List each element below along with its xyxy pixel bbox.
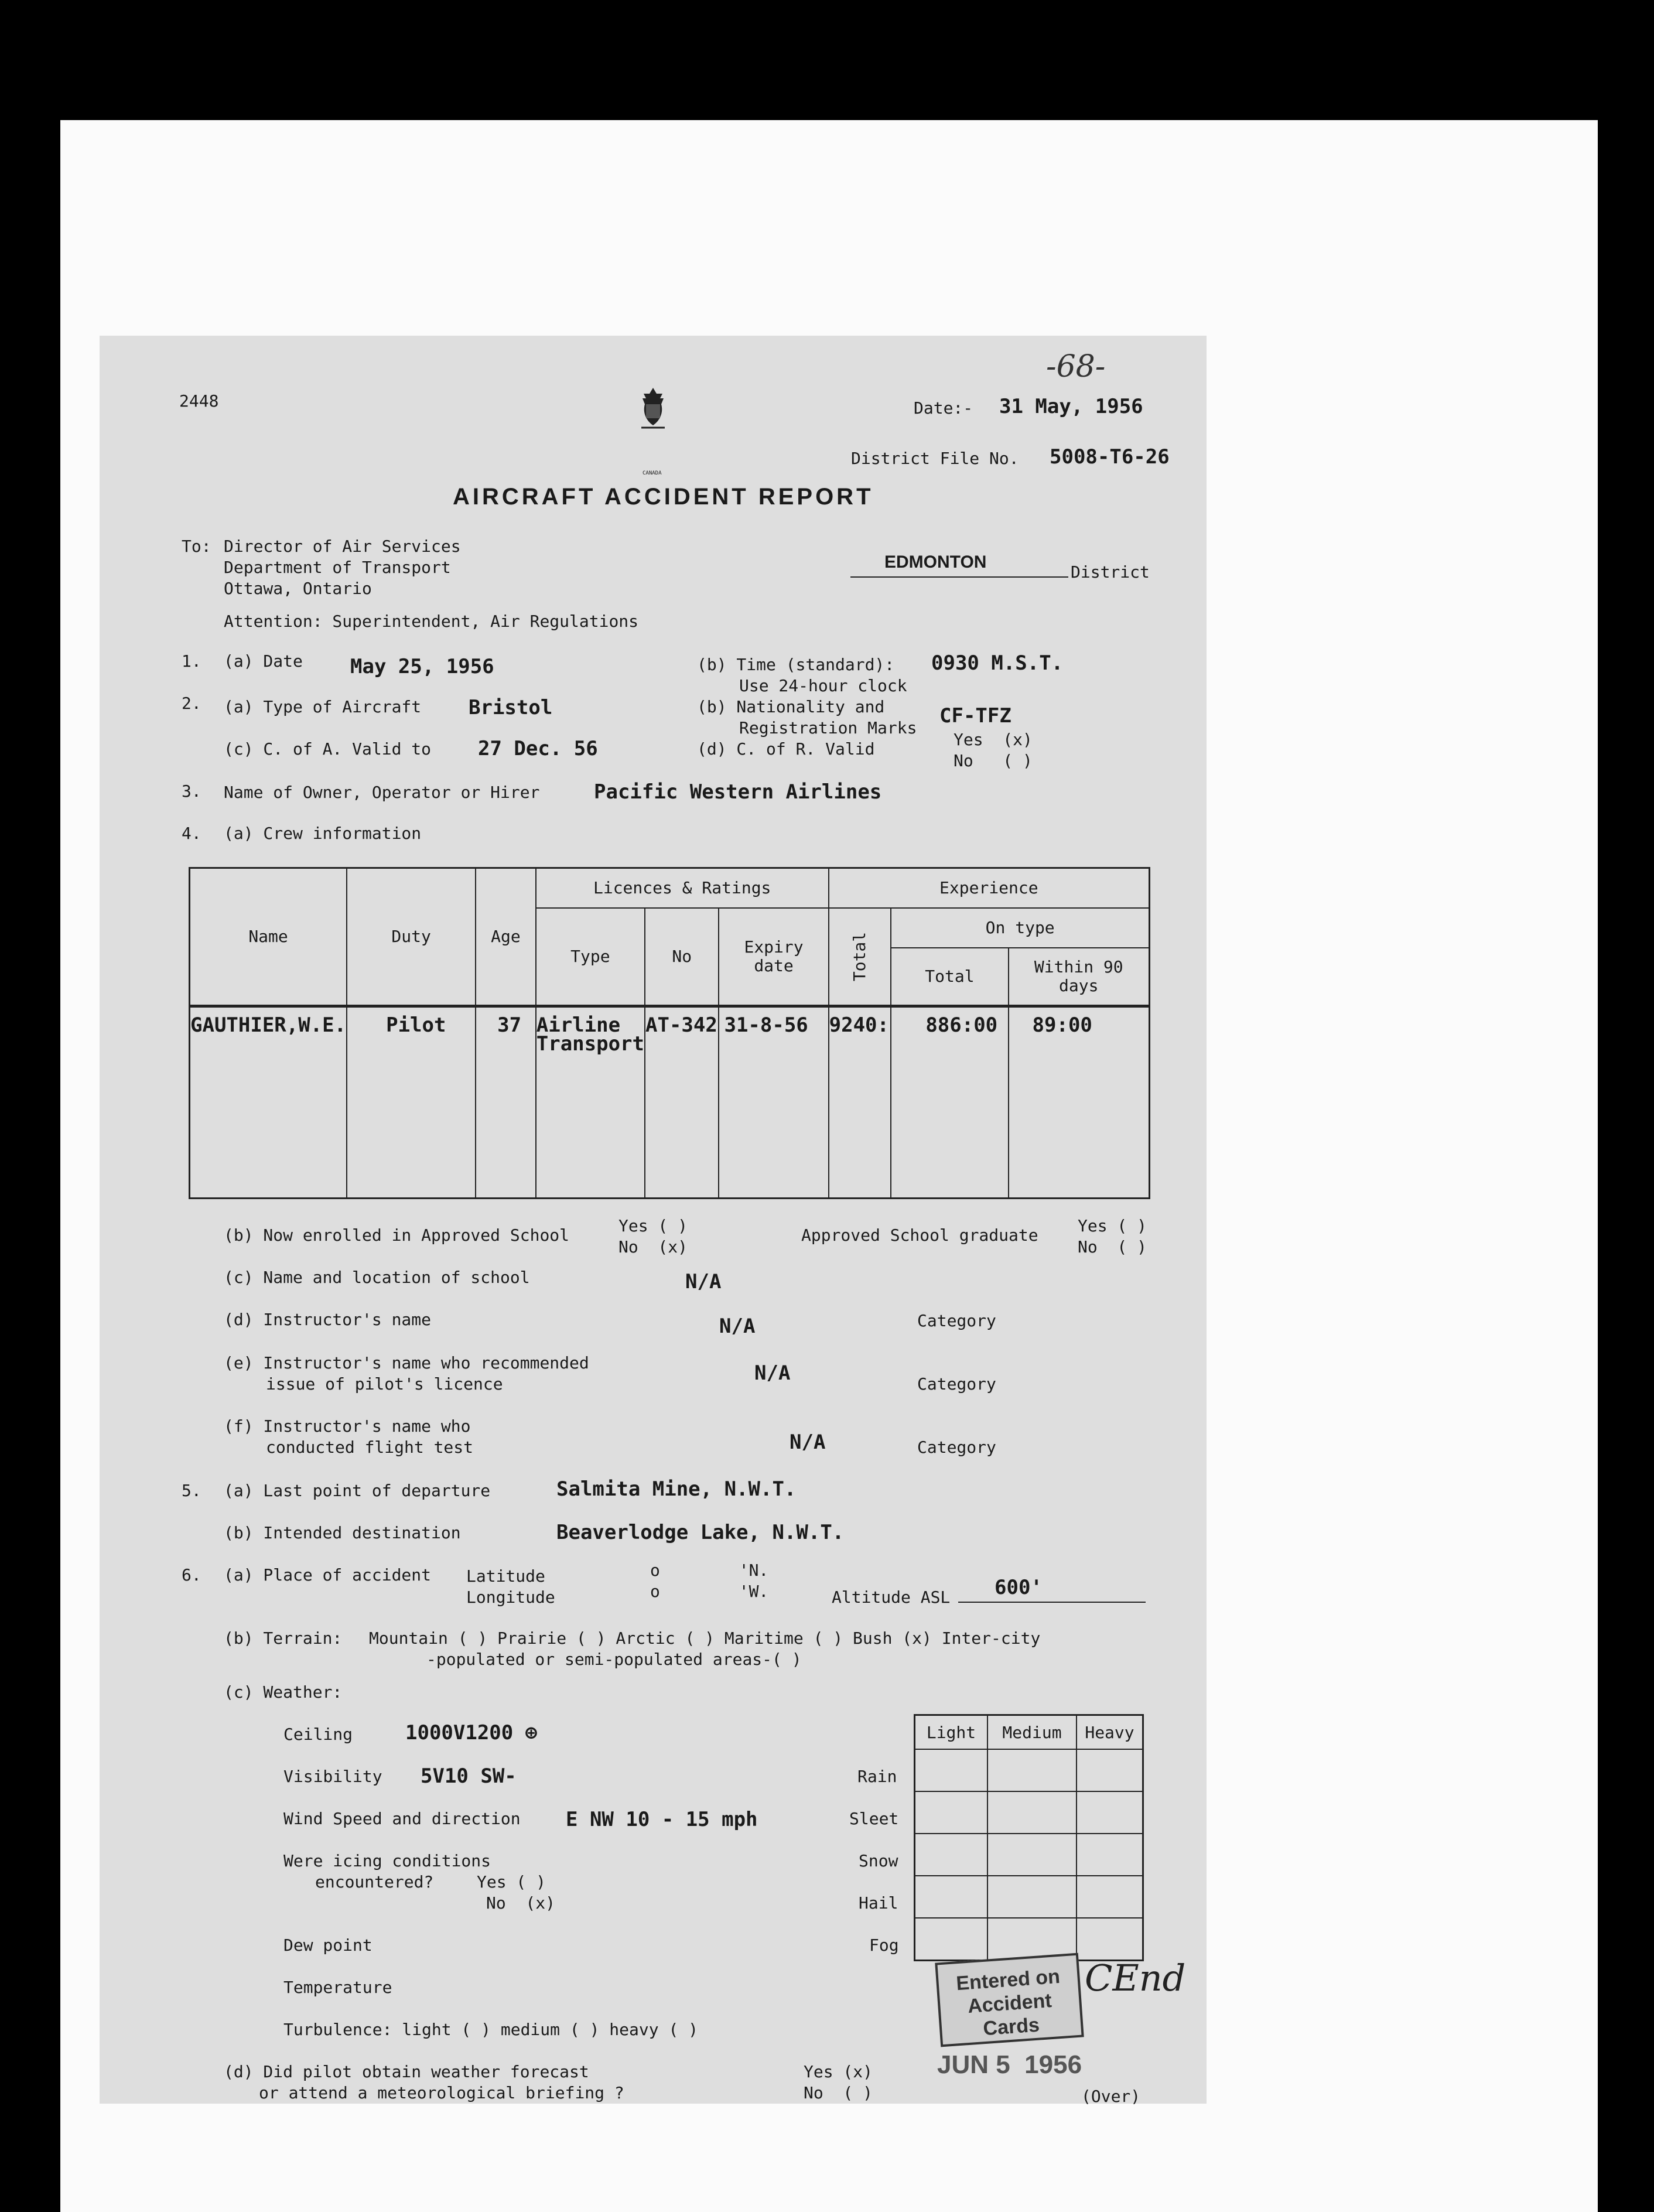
- departure-label: (a) Last point of departure: [224, 1481, 491, 1500]
- district-file-number: 5008-T6-26: [1050, 445, 1170, 469]
- altitude-label: Altitude ASL: [832, 1588, 951, 1607]
- ceiling-label: Ceiling: [283, 1725, 353, 1744]
- aircraft-type-label: (a) Type of Aircraft: [224, 697, 422, 716]
- school-value: N/A: [685, 1270, 722, 1293]
- grid-cell: [1077, 1876, 1143, 1918]
- icing-label-2: encountered?: [315, 1872, 434, 1892]
- district-file-label: District File No.: [851, 449, 1019, 468]
- terrain-options-2: -populated or semi-populated areas-( ): [426, 1650, 802, 1669]
- recommended-value: N/A: [754, 1361, 791, 1385]
- district-underline: [850, 576, 1068, 578]
- page-title: AIRCRAFT ACCIDENT REPORT: [453, 484, 874, 510]
- crew-age: 37: [476, 1006, 536, 1199]
- grid-col-light: Light: [915, 1715, 988, 1750]
- icing-label: Were icing conditions: [283, 1851, 491, 1870]
- attention-line: Attention: Superintendent, Air Regulations: [224, 612, 639, 631]
- licence-type: Airline Transport: [536, 1006, 645, 1199]
- precipitation-grid: [914, 1714, 1144, 1961]
- within-90-days-hours: 89:00: [1009, 1006, 1150, 1199]
- flight-test-value: N/A: [790, 1431, 826, 1454]
- registration-marks: CF-TFZ: [939, 704, 1011, 728]
- col-header-type: Type: [536, 908, 645, 1006]
- grid-row-label: Sleet: [849, 1809, 899, 1828]
- icing-no: No (x): [486, 1893, 556, 1913]
- addressee-line: Ottawa, Ontario: [224, 579, 372, 598]
- col-header-experience: Experience: [829, 868, 1150, 909]
- latitude-label: Latitude: [466, 1566, 545, 1586]
- stamp-line: Cards: [982, 2013, 1041, 2040]
- instructor-label: (d) Instructor's name: [224, 1310, 432, 1329]
- recommended-label-2: issue of pilot's licence: [266, 1374, 503, 1394]
- ceiling-value: 1000V1200 ⊕: [405, 1721, 538, 1745]
- enrolled-no: No (x): [618, 1237, 688, 1257]
- terrain-label: (b) Terrain:: [224, 1629, 343, 1648]
- table-row: [190, 1006, 1150, 1199]
- school-label: (c) Name and location of school: [224, 1268, 530, 1287]
- weather-label: (c) Weather:: [224, 1682, 343, 1702]
- grid-col-medium: Medium: [987, 1715, 1077, 1750]
- grid-cell: [915, 1791, 988, 1834]
- cor-label: (d) C. of R. Valid: [697, 739, 875, 759]
- flight-test-label-2: conducted flight test: [266, 1438, 474, 1457]
- accident-date: May 25, 1956: [350, 655, 494, 678]
- item-number: 5.: [182, 1481, 201, 1500]
- grid-cell: [915, 1834, 988, 1876]
- grid-cell: [1077, 1749, 1143, 1791]
- latitude-units: o 'N.: [650, 1561, 769, 1580]
- stamp-line: Entered on: [955, 1965, 1061, 1995]
- category-label: Category: [917, 1374, 996, 1394]
- item-number: 6.: [182, 1565, 201, 1585]
- grid-cell: [1077, 1834, 1143, 1876]
- registration-label: Registration Marks: [739, 718, 917, 738]
- grid-col-heavy: Heavy: [1077, 1715, 1143, 1750]
- instructor-value: N/A: [719, 1315, 756, 1338]
- coa-label: (c) C. of A. Valid to: [224, 739, 432, 759]
- grid-cell: [1077, 1791, 1143, 1834]
- grid-cell: [1077, 1918, 1143, 1961]
- wind-value: E NW 10 - 15 mph: [566, 1808, 758, 1831]
- over-label: (Over): [1081, 2087, 1141, 2106]
- coa-valid-to: 27 Dec. 56: [478, 737, 598, 760]
- grid-cell: [987, 1791, 1077, 1834]
- altitude-underline: [958, 1602, 1146, 1603]
- licence-expiry: 31-8-56: [719, 1006, 828, 1199]
- grid-row-label: Rain: [857, 1767, 897, 1786]
- flight-test-label: (f) Instructor's name who: [224, 1416, 471, 1436]
- graduate-yes: Yes ( ): [1078, 1216, 1147, 1235]
- crest-caption: CANADA: [643, 470, 662, 476]
- icing-yes: Yes ( ): [477, 1872, 546, 1892]
- col-header-licences: Licences & Ratings: [536, 868, 829, 909]
- on-type-total-hours: 886:00: [891, 1006, 1008, 1199]
- grid-row-label: Fog: [869, 1936, 899, 1955]
- district-label: District: [1071, 562, 1150, 582]
- col-header-expiry: Expiry date: [719, 908, 828, 1006]
- longitude-units: o 'W.: [650, 1582, 769, 1601]
- aircraft-type: Bristol: [469, 696, 553, 719]
- forecast-yes: Yes (x): [804, 2062, 873, 2081]
- addressee-line: Director of Air Services: [224, 537, 461, 556]
- destination-value: Beaverlodge Lake, N.W.T.: [556, 1521, 845, 1544]
- stamp-line: Accident: [966, 1989, 1052, 2018]
- crew-info-label: (a) Crew information: [224, 824, 422, 843]
- altitude-value: 600': [995, 1576, 1043, 1599]
- col-header-total: Total: [849, 931, 869, 982]
- item-number: 2.: [182, 694, 201, 713]
- recommended-label: (e) Instructor's name who recommended: [224, 1353, 589, 1373]
- destination-label: (b) Intended destination: [224, 1523, 461, 1542]
- departure-value: Salmita Mine, N.W.T.: [556, 1477, 797, 1501]
- place-label: (a) Place of accident: [224, 1565, 432, 1585]
- category-label: Category: [917, 1311, 996, 1330]
- category-label: Category: [917, 1438, 996, 1457]
- crew-name: GAUTHIER,W.E.: [190, 1006, 347, 1199]
- stamp-date: JUN 5 1956: [937, 2050, 1082, 2079]
- grid-cell: [987, 1749, 1077, 1791]
- grid-cell: [987, 1834, 1077, 1876]
- crew-table: [189, 867, 1150, 1199]
- dew-point-label: Dew point: [283, 1936, 373, 1955]
- item-number: 3.: [182, 781, 201, 801]
- graduate-no: No ( ): [1078, 1237, 1147, 1257]
- report-date: 31 May, 1956: [999, 395, 1143, 418]
- terrain-options: Mountain ( ) Prairie ( ) Arctic ( ) Maritime ( ) Bush (x) Inter-city: [369, 1629, 1041, 1648]
- nationality-label: (b) Nationality and: [697, 697, 885, 716]
- forecast-label-2: or attend a meteorological briefing ?: [259, 2083, 624, 2102]
- col-header-name: Name: [190, 868, 347, 1006]
- col-header-on-type-total: Total: [891, 948, 1008, 1006]
- accident-time: 0930 M.S.T.: [931, 651, 1064, 675]
- margin-note: -68-: [1046, 349, 1106, 384]
- temperature-label: Temperature: [283, 1978, 392, 1997]
- date-label: Date:-: [914, 398, 973, 418]
- document-number: 2448: [179, 391, 219, 411]
- enrolled-label: (b) Now enrolled in Approved School: [224, 1226, 570, 1245]
- owner-label: Name of Owner, Operator or Hirer: [224, 783, 540, 802]
- wind-label: Wind Speed and direction: [283, 1809, 521, 1828]
- cor-no: No ( ): [954, 751, 1033, 770]
- time-label: (b) Time (standard):: [697, 655, 895, 674]
- visibility-label: Visibility: [283, 1767, 382, 1786]
- item-number: 4.: [182, 824, 201, 843]
- total-hours: 9240:: [829, 1006, 891, 1199]
- licence-number: AT-342: [645, 1006, 719, 1199]
- date-field-label: (a) Date: [224, 651, 303, 671]
- item-number: 1.: [182, 651, 201, 671]
- col-header-no: No: [645, 908, 719, 1006]
- time-note: Use 24-hour clock: [739, 676, 907, 695]
- col-header-age: Age: [476, 868, 536, 1006]
- forecast-label: (d) Did pilot obtain weather forecast: [224, 2062, 589, 2081]
- canada-crest-icon: [635, 387, 671, 439]
- col-header-on-type: On type: [891, 908, 1149, 948]
- visibility-value: 5V10 SW-: [421, 1764, 517, 1788]
- crew-duty: Pilot: [347, 1006, 476, 1199]
- district-name: EDMONTON: [884, 552, 987, 572]
- col-header-duty: Duty: [347, 868, 476, 1006]
- grid-row-label: Hail: [859, 1893, 898, 1913]
- owner-name: Pacific Western Airlines: [594, 780, 882, 804]
- grid-row-label: Snow: [859, 1851, 898, 1870]
- grid-cell: [915, 1876, 988, 1918]
- entered-stamp: [935, 1953, 1084, 2047]
- forecast-no: No ( ): [804, 2083, 873, 2102]
- grid-cell: [915, 1918, 988, 1961]
- enrolled-yes: Yes ( ): [618, 1216, 688, 1235]
- col-header-within-90-days: Within 90 days: [1009, 948, 1150, 1006]
- graduate-label: Approved School graduate: [801, 1226, 1038, 1245]
- cor-yes: Yes (x): [954, 730, 1033, 749]
- stamp-initials: CEnd: [1085, 1957, 1186, 1999]
- addressee-line: Department of Transport: [224, 558, 451, 577]
- to-label: To:: [182, 537, 211, 556]
- turbulence-line: Turbulence: light ( ) medium ( ) heavy ( ): [283, 2020, 699, 2039]
- longitude-label: Longitude: [466, 1588, 555, 1607]
- grid-cell: [915, 1749, 988, 1791]
- grid-cell: [987, 1876, 1077, 1918]
